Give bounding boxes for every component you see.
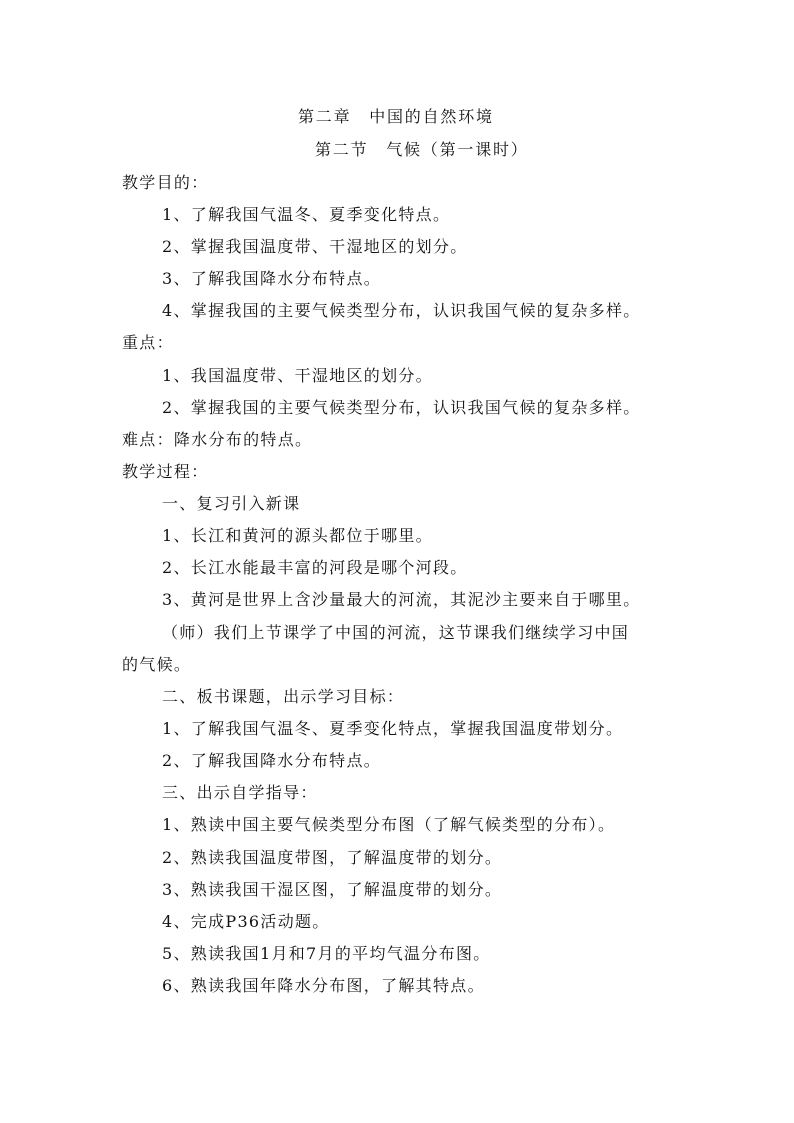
objectives-heading: 教学目的： xyxy=(122,173,209,192)
key-point-item: 2、掌握我国的主要气候类型分布，认识我国气候的复杂多样。 xyxy=(162,398,641,417)
section-title: 第二节 气候（第一课时） xyxy=(315,140,529,159)
review-question: 2、长江水能最丰富的河段是哪个河段。 xyxy=(162,558,468,577)
key-points-heading: 重点： xyxy=(122,333,174,352)
chapter-title: 第二章 中国的自然环境 xyxy=(298,107,494,126)
guide-item: 3、熟读我国干湿区图，了解温度带的划分。 xyxy=(162,880,503,899)
goal-item: 2、了解我国降水分布特点。 xyxy=(162,751,382,770)
process-heading: 教学过程： xyxy=(122,462,209,481)
teacher-remark-continued: 的气候。 xyxy=(122,655,192,674)
guide-item: 4、完成P36活动题。 xyxy=(162,912,330,931)
teacher-remark: （师）我们上节课学了中国的河流，这节课我们继续学习中国 xyxy=(162,623,630,642)
guide-item: 5、熟读我国1月和7月的平均气温分布图。 xyxy=(162,944,491,963)
goal-item: 1、了解我国气温冬、夏季变化特点，掌握我国温度带划分。 xyxy=(162,719,624,738)
objective-item: 1、了解我国气温冬、夏季变化特点。 xyxy=(162,205,451,224)
key-point-item: 1、我国温度带、干湿地区的划分。 xyxy=(162,366,433,385)
review-question: 3、黄河是世界上含沙量最大的河流，其泥沙主要来自于哪里。 xyxy=(162,590,641,609)
review-question: 1、长江和黄河的源头都位于哪里。 xyxy=(162,526,433,545)
review-heading: 一、复习引入新课 xyxy=(162,494,301,513)
difficulty-line: 难点：降水分布的特点。 xyxy=(122,430,313,449)
objective-item: 2、掌握我国温度带、干湿地区的划分。 xyxy=(162,237,468,256)
guide-heading: 三、出示自学指导： xyxy=(162,783,318,802)
guide-item: 6、熟读我国年降水分布图，了解其特点。 xyxy=(162,976,485,995)
goals-heading: 二、板书课题，出示学习目标： xyxy=(162,687,405,706)
objective-item: 3、了解我国降水分布特点。 xyxy=(162,269,382,288)
guide-item: 1、熟读中国主要气候类型分布图（了解气候类型的分布）。 xyxy=(162,815,616,834)
objective-item: 4、掌握我国的主要气候类型分布，认识我国气候的复杂多样。 xyxy=(162,301,641,320)
guide-item: 2、熟读我国温度带图，了解温度带的划分。 xyxy=(162,848,503,867)
